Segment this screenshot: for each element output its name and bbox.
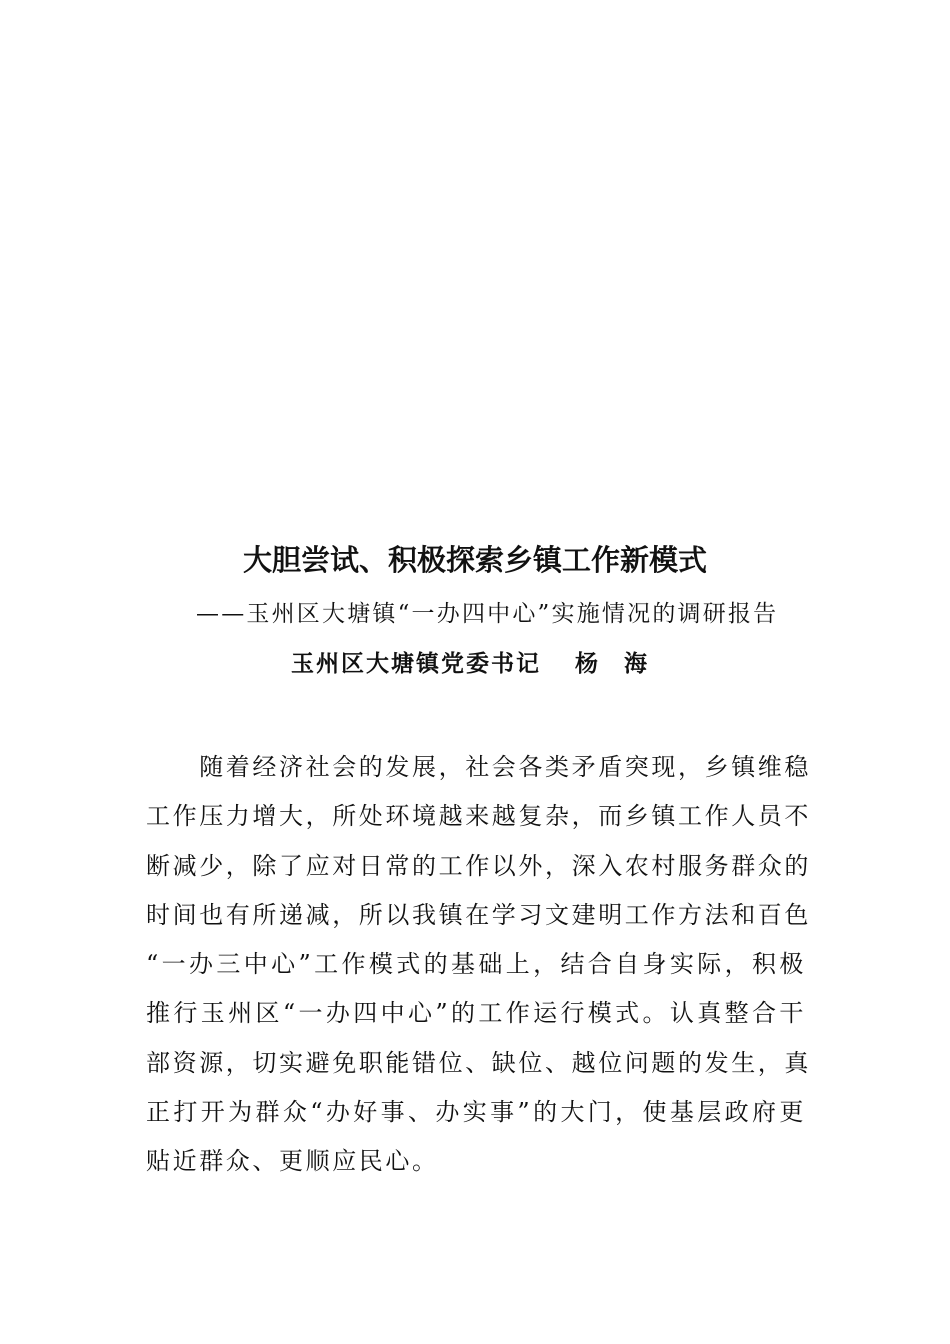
- paragraph-line: 部资源，切实避免职能错位、缺位、越位问题的发生，真: [146, 1048, 811, 1077]
- document-author: [291, 648, 649, 680]
- paragraph-line: 工作压力增大，所处环境越来越复杂，而乡镇工作人员不: [146, 802, 811, 831]
- paragraph-line: 断减少，除了应对日常的工作以外，深入农村服务群众的: [146, 851, 811, 880]
- author-organization: 玉州区大塘镇党委书记: [291, 650, 541, 677]
- author-name-second: 海: [624, 650, 649, 677]
- document-body-paragraph: [146, 743, 811, 1187]
- paragraph-line: “一办三中心”工作模式的基础上，结合自身实际，积极: [146, 950, 806, 979]
- paragraph-line: 随着经济社会的发展，社会各类矛盾突现，乡镇维稳: [146, 753, 811, 781]
- document-subtitle: ——玉州区大塘镇“一办四中心”实施情况的调研报告: [196, 601, 779, 627]
- paragraph-line: 推行玉州区“一办四中心”的工作运行模式。认真整合干: [146, 999, 806, 1028]
- paragraph-line: 正打开为群众“办好事、办实事”的大门，使基层政府更: [146, 1098, 806, 1127]
- paragraph-line: 时间也有所递减，所以我镇在学习文建明工作方法和百色: [146, 900, 811, 929]
- document-title: 大胆尝试、积极探索乡镇工作新模式: [242, 543, 707, 577]
- paragraph-line: 贴近群众、更顺应民心。: [146, 1147, 439, 1176]
- author-name-first: 杨: [575, 650, 600, 677]
